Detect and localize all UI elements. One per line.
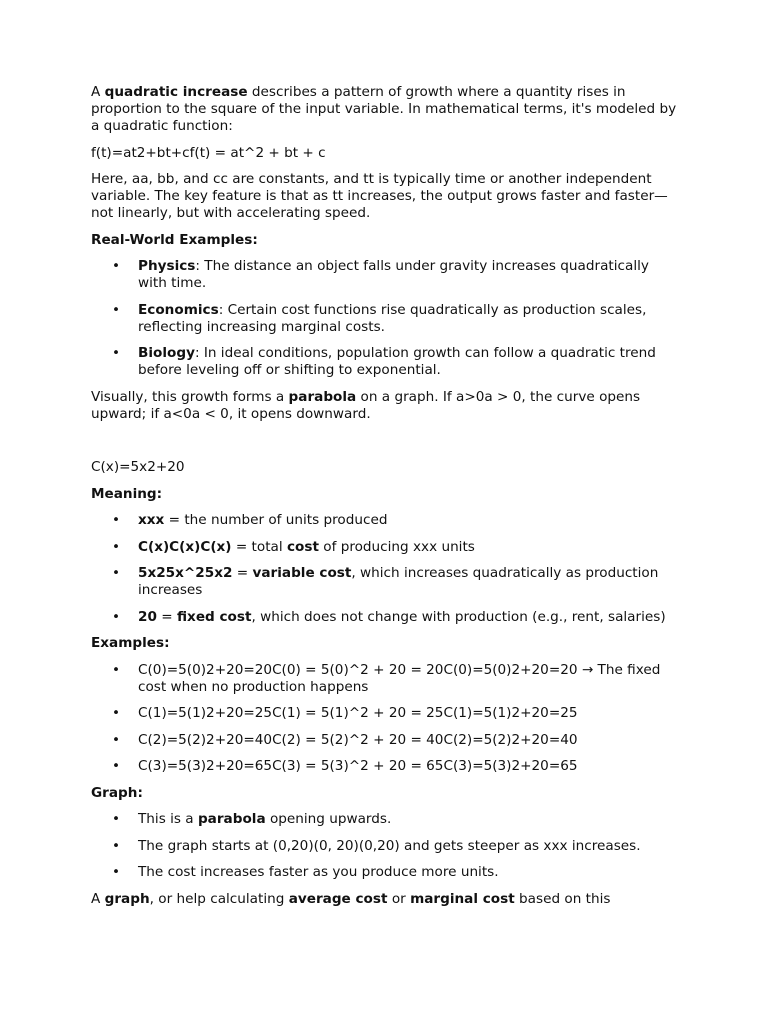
list-item: • C(x)C(x)C(x) = total cost of producing xxx units xyxy=(91,539,681,556)
graph-list xyxy=(91,811,681,881)
list-item: • The cost increases faster as you produce more units. xyxy=(91,864,681,881)
cost-function: C(x)=5x2+20 xyxy=(91,459,185,475)
list-item: • Biology: In ideal conditions, population growth can follow a quadratic trend before leveling off or shifting to exponential. xyxy=(91,345,681,379)
spacer xyxy=(91,432,681,459)
document-body xyxy=(91,84,681,917)
graph-heading: Graph: xyxy=(91,784,143,801)
explanation-paragraph: Here, aa, bb, and cc are constants, and tt is typically time or another independent variable. The key feature is that as tt increases, the output grows faster and faster—not linearly, but with accelerating speed. xyxy=(91,171,668,221)
real-world-heading: Real-World Examples: xyxy=(91,231,258,248)
list-item: • C(2)=5(2)2+20=40C(2) = 5(2)^2 + 20 = 40C(2)=5(2)2+20=40 xyxy=(91,732,681,749)
list-item: • C(1)=5(1)2+20=25C(1) = 5(1)^2 + 20 = 25C(1)=5(1)2+20=25 xyxy=(91,705,681,722)
list-item: • xxx = the number of units produced xyxy=(91,512,681,529)
examples-heading: Examples: xyxy=(91,635,170,651)
examples-list xyxy=(91,662,681,776)
intro-paragraph: A quadratic increase describes a pattern of growth where a quantity rises in proportion to the square of the input variable. In mathematical terms, it's modeled by a quadratic function: xyxy=(91,84,677,134)
list-item: • Economics: Certain cost functions rise quadratically as production scales, reflecting increasing marginal costs. xyxy=(91,302,681,336)
list-item: • 5x25x^25x2 = variable cost, which increases quadratically as production increases xyxy=(91,565,681,599)
list-item: • This is a parabola opening upwards. xyxy=(91,811,681,828)
real-world-list xyxy=(91,258,681,379)
list-item: • Physics: The distance an object falls under gravity increases quadratically with time. xyxy=(91,258,681,292)
list-item: • 20 = fixed cost, which does not change with production (e.g., rent, salaries) xyxy=(91,609,681,626)
list-item: • The graph starts at (0,20)(0, 20)(0,20) and gets steeper as xxx increases. xyxy=(91,838,681,855)
list-item: • C(3)=5(3)2+20=65C(3) = 5(3)^2 + 20 = 65C(3)=5(3)2+20=65 xyxy=(91,758,681,775)
meaning-list xyxy=(91,512,681,626)
list-item: • C(0)=5(0)2+20=20C(0) = 5(0)^2 + 20 = 20C(0)=5(0)2+20=20 → The fixed cost when no production happens xyxy=(91,662,681,696)
visual-paragraph: Visually, this growth forms a parabola on a graph. If a>0a > 0, the curve opens upward; if a<0a < 0, it opens downward. xyxy=(91,388,641,422)
closing-paragraph: A graph, or help calculating average cost or marginal cost based on this xyxy=(91,890,611,907)
quadratic-formula: f(t)=at2+bt+cf(t) = at^2 + bt + c xyxy=(91,144,326,161)
meaning-heading: Meaning: xyxy=(91,485,163,502)
